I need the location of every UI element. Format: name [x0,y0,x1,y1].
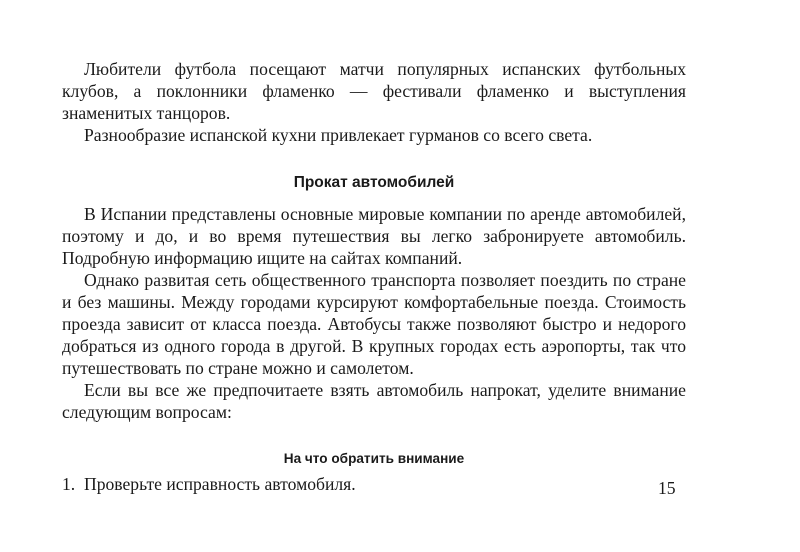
paragraph-rent-questions: Если вы все же предпочитаете взять автомобиль напрокат, уделите внимание следующим вопросам: [62,380,686,422]
paragraph-cuisine: Разнообразие испанской кухни привлекает гурманов со всего света. [84,125,593,145]
paragraph-rental-companies: В Испании представлены основные мировые компании по аренде автомобилей, поэтому и до, и во время путешествия вы легко забронируете автомобиль. Подробную информацию ищите на сайтах компаний. [62,204,686,268]
page-body [62,58,686,495]
paragraph-football: Любители футбола посещают матчи популярных испанских футбольных клубов, а поклонники фламенко — фестивали фламенко и выступления знаменитых танцоров. [62,59,686,123]
section-heading-car-rental: Прокат автомобилей [293,174,455,191]
page-number: 15 [658,478,676,498]
attention-list [62,473,686,495]
list-item-number: 1. [62,474,76,494]
list-item-text: Проверьте исправность автомобиля. [84,474,356,494]
paragraph-public-transport: Однако развитая сеть общественного транспорта позволяет поездить по стране и без машины. Между городами курсируют комфортабельные поезда. Стоимость проезда зависит от класса поезда. Автобусы также позволяют быстро и недорого добраться из одного города в другой. В крупных городах есть аэропорты, так что путешествовать по стране можно и самолетом. [62,270,686,378]
subheading-attention: На что обратить внимание [283,451,465,466]
list-item [62,473,686,495]
